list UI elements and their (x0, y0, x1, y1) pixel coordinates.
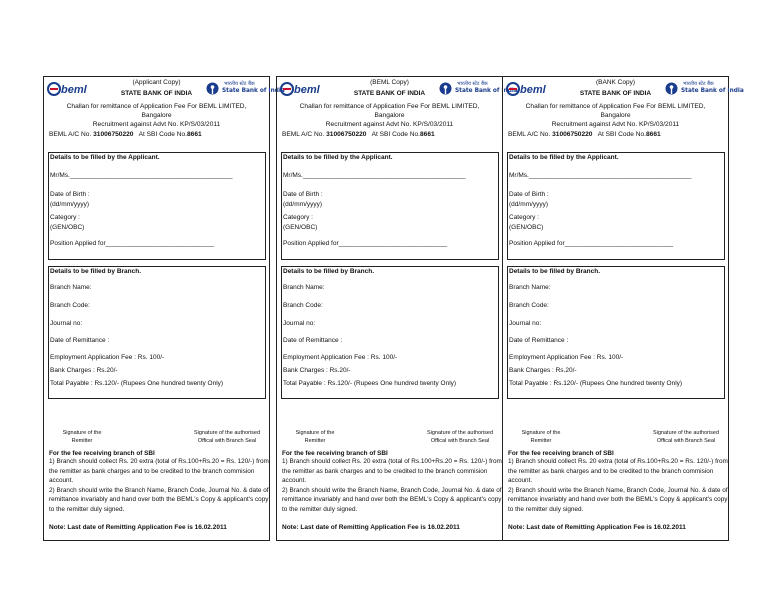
account-line: BEML A/C No. 31006750220 At SBI Code No.8661 (49, 131, 202, 138)
position-field: Position Applied for______________________________ (509, 240, 674, 247)
remitter-signature: Signature of the Remitter (295, 430, 335, 444)
name-field: Mr/Ms._____________________________________________ (50, 172, 233, 179)
box-title: Details to be filled by the Applicant. (50, 154, 160, 161)
dob-label: Date of Birth : (50, 191, 90, 198)
journal-no-field: Journal no: (283, 320, 316, 327)
bank-title: STATE BANK OF INDIA (120, 90, 193, 97)
branch-notes: For the fee receiving branch of SBI 1) Branch should collect Rs. 20 extra (total of Rs.100+Rs.20 = Rs. 120/-) from the remitter as bank charges and to be credited to the branch commision account. 2) Branch should write the Branch Name, Branch Code, Journal No. & date of remittance invariably and hand over both the BEML's Copy & applicant's copy to the remitter duly signed. (49, 450, 269, 513)
bank-title: STATE BANK OF INDIA (579, 90, 652, 97)
account-line: BEML A/C No. 31006750220 At SBI Code No.8661 (508, 131, 661, 138)
applicant-details-box (507, 152, 725, 260)
dob-format: (dd/mm/yyyy) (50, 201, 89, 208)
branch-name-field: Branch Name: (283, 284, 325, 291)
application-fee: Employment Application Fee : Rs. 100/- (50, 354, 165, 361)
last-date-note: Note: Last date of Remitting Application Fee is 16.02.2011 (508, 524, 686, 531)
copy-label: (Applicant Copy) (132, 79, 181, 86)
svg-text:beml: beml (294, 84, 320, 96)
name-field: Mr/Ms._____________________________________________ (283, 172, 466, 179)
box-title: Details to be filled by the Applicant. (283, 154, 393, 161)
bank-charges: Bank Charges : Rs.20/- (283, 367, 351, 374)
official-signature: Signature of the authorised Offical with Branch Seal (652, 430, 720, 444)
box-title: Details to be filled by the Applicant. (509, 154, 619, 161)
dob-label: Date of Birth : (283, 191, 323, 198)
application-fee: Employment Application Fee : Rs. 100/- (509, 354, 624, 361)
dob-label: Date of Birth : (509, 191, 549, 198)
remitter-signature: Signature of the Remitter (62, 430, 102, 444)
official-signature: Signature of the authorised Offical with Branch Seal (193, 430, 261, 444)
svg-text:beml: beml (520, 84, 546, 96)
sbi-keyhole-icon (206, 82, 219, 95)
branch-name-field: Branch Name: (509, 284, 551, 291)
challan-header (277, 77, 518, 101)
box-title: Details to be filled by Branch. (509, 268, 601, 275)
sbi-logo: भारतीय स्टेट बैंक State Bank of India (206, 81, 266, 97)
total-payable: Total Payable : Rs.120/- (Rupees One hundred twenty Only) (509, 380, 683, 387)
total-payable: Total Payable : Rs.120/- (Rupees One hundred twenty Only) (283, 380, 457, 387)
bank-title: STATE BANK OF INDIA (353, 90, 426, 97)
category-options: (GEN/OBC) (50, 224, 85, 231)
category-label: Category : (509, 214, 539, 221)
branch-details-box (281, 266, 499, 399)
sbi-keyhole-icon (439, 82, 452, 95)
branch-code-field: Branch Code: (509, 302, 549, 309)
application-fee: Employment Application Fee : Rs. 100/- (283, 354, 398, 361)
official-signature: Signature of the authorised Offical with Branch Seal (426, 430, 494, 444)
dob-format: (dd/mm/yyyy) (509, 201, 548, 208)
branch-details-box (507, 266, 725, 399)
applicant-details-box (281, 152, 499, 260)
category-options: (GEN/OBC) (283, 224, 318, 231)
category-options: (GEN/OBC) (509, 224, 544, 231)
challan-intro: Challan for remittance of Application Fee For BEML LIMITED, Bangalore Recruitment against Advt No. KP/S/03/2011 (299, 103, 480, 128)
challan-beml-copy (276, 76, 518, 541)
challan-intro: Challan for remittance of Application Fee For BEML LIMITED, Bangalore Recruitment against Advt No. KP/S/03/2011 (66, 103, 247, 128)
journal-no-field: Journal no: (50, 320, 83, 327)
category-label: Category : (283, 214, 313, 221)
total-payable: Total Payable : Rs.120/- (Rupees One hundred twenty Only) (50, 380, 224, 387)
copy-label: (BEML Copy) (370, 79, 409, 86)
date-remittance-field: Date of Remittance : (50, 337, 110, 344)
box-title: Details to be filled by Branch. (50, 268, 142, 275)
branch-notes: For the fee receiving branch of SBI 1) Branch should collect Rs. 20 extra (total of Rs.100+Rs.20 = Rs. 120/-) from the remitter as bank charges and to be credited to the branch commision account. 2) Branch should write the Branch Name, Branch Code, Journal No. & date of remittance invariably and hand over both the BEML's Copy & applicant's copy to the remitter duly signed. (508, 450, 728, 513)
challan-applicant-copy (43, 76, 285, 541)
account-line: BEML A/C No. 31006750220 At SBI Code No.8661 (282, 131, 435, 138)
sbi-logo: भारतीय स्टेट बैंक State Bank of India (665, 81, 725, 97)
branch-code-field: Branch Code: (50, 302, 90, 309)
challan-intro: Challan for remittance of Application Fee For BEML LIMITED, Bangalore Recruitment against Advt No. KP/S/03/2011 (525, 103, 706, 128)
position-field: Position Applied for______________________________ (283, 240, 448, 247)
last-date-note: Note: Last date of Remitting Application Fee is 16.02.2011 (49, 524, 227, 531)
sbi-logo: भारतीय स्टेट बैंक State Bank of India (439, 81, 499, 97)
challan-header (503, 77, 744, 101)
branch-notes: For the fee receiving branch of SBI 1) Branch should collect Rs. 20 extra (total of Rs.100+Rs.20 = Rs. 120/-) from the remitter as bank charges and to be credited to the branch commision account. 2) Branch should write the Branch Name, Branch Code, Journal No. & date of remittance invariably and hand over both the BEML's Copy & applicant's copy to the remitter duly signed. (282, 450, 502, 513)
dob-format: (dd/mm/yyyy) (283, 201, 322, 208)
date-remittance-field: Date of Remittance : (283, 337, 343, 344)
branch-code-field: Branch Code: (283, 302, 323, 309)
bank-charges: Bank Charges : Rs.20/- (509, 367, 577, 374)
svg-text:beml: beml (61, 84, 87, 96)
sbi-keyhole-icon (665, 82, 678, 95)
remitter-signature: Signature of the Remitter (521, 430, 561, 444)
branch-details-box (48, 266, 266, 399)
journal-no-field: Journal no: (509, 320, 542, 327)
challan-header (44, 77, 285, 101)
copy-label: (BANK Copy) (595, 79, 635, 86)
branch-name-field: Branch Name: (50, 284, 92, 291)
box-title: Details to be filled by Branch. (283, 268, 375, 275)
position-field: Position Applied for______________________________ (50, 240, 215, 247)
category-label: Category : (50, 214, 80, 221)
name-field: Mr/Ms._____________________________________________ (509, 172, 692, 179)
applicant-details-box (48, 152, 266, 260)
date-remittance-field: Date of Remittance : (509, 337, 569, 344)
bank-charges: Bank Charges : Rs.20/- (50, 367, 118, 374)
last-date-note: Note: Last date of Remitting Application Fee is 16.02.2011 (282, 524, 460, 531)
challan-bank-copy (502, 76, 744, 541)
